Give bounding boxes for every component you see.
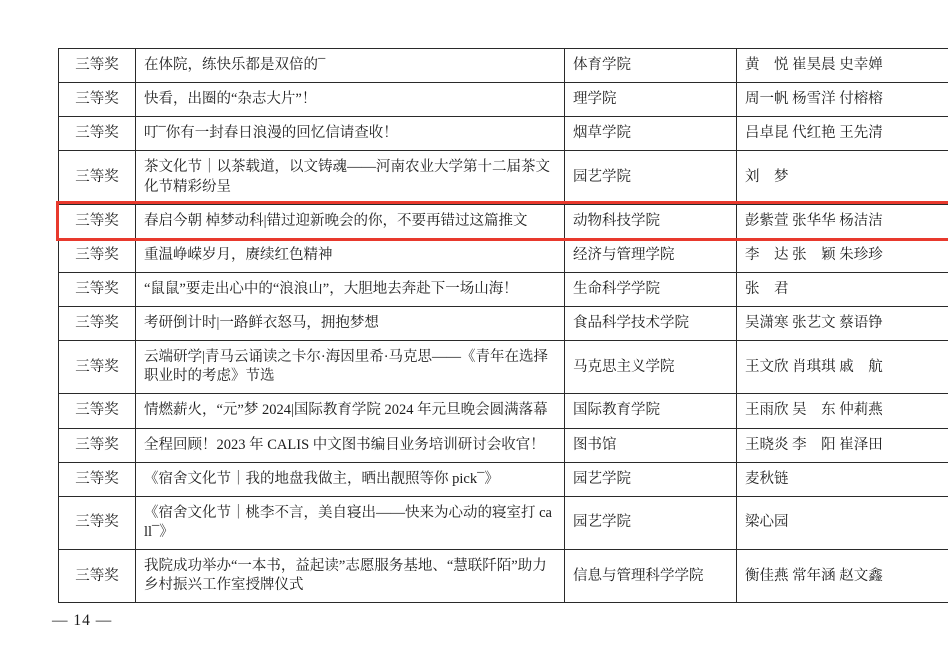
cell-award: 三等奖 xyxy=(59,204,136,238)
awards-table-body xyxy=(59,49,948,603)
cell-authors: 王晓炎 李 阳 崔泽田 xyxy=(737,428,948,462)
cell-award: 三等奖 xyxy=(59,83,136,117)
cell-title: 重温峥嵘岁月，赓续红色精神 xyxy=(136,238,565,272)
cell-college: 国际教育学院 xyxy=(565,394,737,428)
cell-authors: 吴潇寒 张艺文 蔡语铮 xyxy=(737,307,948,341)
cell-authors: 王文欣 肖琪琪 戚 航 xyxy=(737,341,948,394)
table-row xyxy=(59,341,948,394)
cell-title: 《宿舍文化节｜桃李不言，美自寝出——快来为心动的寝室打 call¯》 xyxy=(136,496,565,549)
cell-college: 动物科技学院 xyxy=(565,204,737,238)
cell-college: 园艺学院 xyxy=(565,496,737,549)
page-number: — 14 — xyxy=(52,612,113,629)
cell-title: 全程回顾！2023 年 CALIS 中文图书编目业务培训研讨会收官！ xyxy=(136,428,565,462)
cell-college: 食品科学技术学院 xyxy=(565,307,737,341)
cell-authors: 衡佳燕 常年涵 赵文鑫 xyxy=(737,550,948,603)
table-row xyxy=(59,151,948,204)
cell-title: 春启今朝 棹梦动科|错过迎新晚会的你，不要再错过这篇推文 xyxy=(136,204,565,238)
cell-award: 三等奖 xyxy=(59,394,136,428)
cell-award: 三等奖 xyxy=(59,238,136,272)
cell-award: 三等奖 xyxy=(59,428,136,462)
cell-award: 三等奖 xyxy=(59,496,136,549)
table-row xyxy=(59,394,948,428)
cell-college: 体育学院 xyxy=(565,49,737,83)
cell-authors: 周一帆 杨雪洋 付榕榕 xyxy=(737,83,948,117)
table-row xyxy=(59,117,948,151)
cell-authors: 黄 悦 崔昊晨 史幸婵 xyxy=(737,49,948,83)
cell-award: 三等奖 xyxy=(59,341,136,394)
cell-authors: 梁心园 xyxy=(737,496,948,549)
cell-college: 园艺学院 xyxy=(565,151,737,204)
cell-award: 三等奖 xyxy=(59,49,136,83)
cell-college: 马克思主义学院 xyxy=(565,341,737,394)
cell-college: 图书馆 xyxy=(565,428,737,462)
cell-title: 茶文化节｜以茶载道，以文铸魂——河南农业大学第十二届茶文化节精彩纷呈 xyxy=(136,151,565,204)
cell-award: 三等奖 xyxy=(59,272,136,306)
table-row xyxy=(59,428,948,462)
cell-title: 《宿舍文化节｜我的地盘我做主，晒出靓照等你 pick¯》 xyxy=(136,462,565,496)
cell-college: 经济与管理学院 xyxy=(565,238,737,272)
cell-college: 理学院 xyxy=(565,83,737,117)
cell-award: 三等奖 xyxy=(59,117,136,151)
table-row-highlighted xyxy=(59,204,948,238)
cell-award: 三等奖 xyxy=(59,307,136,341)
cell-award: 三等奖 xyxy=(59,550,136,603)
cell-title: “鼠鼠”要走出心中的“浪浪山”，大胆地去奔赴下一场山海！ xyxy=(136,272,565,306)
cell-authors: 王雨欣 吴 东 仲莉燕 xyxy=(737,394,948,428)
cell-title: 云端研学|青马云诵读之卡尔·海因里希·马克思——《青年在选择职业时的考虑》节选 xyxy=(136,341,565,394)
cell-college: 生命科学学院 xyxy=(565,272,737,306)
cell-title: 情燃薪火，“元”梦 2024|国际教育学院 2024 年元旦晚会圆满落幕 xyxy=(136,394,565,428)
cell-authors: 吕卓昆 代红艳 王先清 xyxy=(737,117,948,151)
table-row xyxy=(59,83,948,117)
table-row xyxy=(59,496,948,549)
cell-college: 园艺学院 xyxy=(565,462,737,496)
table-row xyxy=(59,272,948,306)
table-row xyxy=(59,238,948,272)
awards-table xyxy=(58,48,948,603)
cell-title: 在体院，练快乐都是双倍的¯ xyxy=(136,49,565,83)
cell-college: 烟草学院 xyxy=(565,117,737,151)
cell-authors: 麦秋链 xyxy=(737,462,948,496)
cell-authors: 李 达 张 颖 朱珍珍 xyxy=(737,238,948,272)
cell-authors: 彭紫萱 张华华 杨洁洁 xyxy=(737,204,948,238)
cell-authors: 张 君 xyxy=(737,272,948,306)
cell-title: 叮¯你有一封春日浪漫的回忆信请查收！ xyxy=(136,117,565,151)
cell-authors: 刘 梦 xyxy=(737,151,948,204)
table-row xyxy=(59,462,948,496)
table-row xyxy=(59,49,948,83)
cell-title: 我院成功举办“一本书，益起读”志愿服务基地、“慧联阡陌”助力乡村振兴工作室授牌仪式 xyxy=(136,550,565,603)
cell-title: 快看，出圈的“杂志大片”！ xyxy=(136,83,565,117)
cell-award: 三等奖 xyxy=(59,462,136,496)
cell-award: 三等奖 xyxy=(59,151,136,204)
cell-college: 信息与管理科学学院 xyxy=(565,550,737,603)
table-row xyxy=(59,307,948,341)
table-row xyxy=(59,550,948,603)
cell-title: 考研倒计时|一路鲜衣怒马，拥抱梦想 xyxy=(136,307,565,341)
